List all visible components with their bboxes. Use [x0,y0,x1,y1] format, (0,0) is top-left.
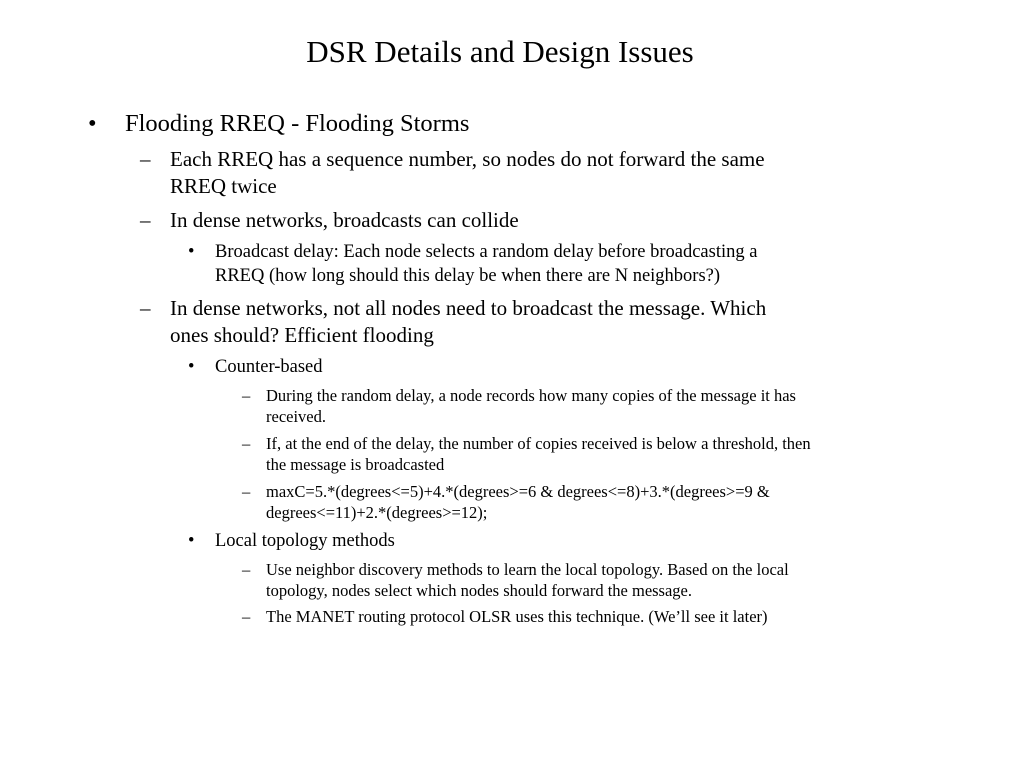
detail-maxc-line1: maxC=5.*(degrees<=5)+4.*(degrees>=6 & degrees<=8)+3.*(degrees>=9 & [266,482,770,501]
sub-sub-bullet-counter: Counter-based [215,357,323,377]
dash-marker: – [242,434,251,453]
detail-threshold-line2: the message is broadcasted [266,455,445,474]
dash-marker: – [242,607,251,626]
sub-bullet-sequence-line1: Each RREQ has a sequence number, so nodes do not forward the same [170,147,765,171]
bullet-marker: • [188,242,195,262]
sub-bullet-collide: In dense networks, broadcasts can collide [170,208,519,232]
slide-title: DSR Details and Design Issues [306,34,694,69]
sub-sub-bullet-local-topology: Local topology methods [215,531,395,551]
sub-bullet-efficient-line2: ones should? Efficient flooding [170,323,434,347]
detail-random-delay-line2: received. [266,407,326,426]
dash-marker: – [140,147,151,171]
sub-sub-bullet-delay-line2: RREQ (how long should this delay be when there are N neighbors?) [215,266,721,286]
sub-bullet-efficient-line1: In dense networks, not all nodes need to broadcast the message. Which [170,296,767,320]
dash-marker: – [140,208,151,232]
detail-neighbor-discovery-line1: Use neighbor discovery methods to learn the local topology. Based on the local [266,560,789,579]
bullet-marker: • [88,110,97,137]
dash-marker: – [242,386,251,405]
detail-random-delay-line1: During the random delay, a node records how many copies of the message it has [266,386,796,405]
dash-marker: – [242,482,251,501]
bullet-marker: • [188,357,195,377]
sub-sub-bullet-delay-line1: Broadcast delay: Each node selects a random delay before broadcasting a [215,242,758,262]
detail-maxc-line2: degrees<=11)+2.*(degrees>=12); [266,503,488,522]
dash-marker: – [242,560,251,579]
detail-olsr: The MANET routing protocol OLSR uses this technique. (We’ll see it later) [266,607,768,626]
dash-marker: – [140,296,151,320]
bullet-marker: • [188,531,195,551]
detail-neighbor-discovery-line2: topology, nodes select which nodes should forward the message. [266,581,693,600]
bullet-flooding-rreq: Flooding RREQ - Flooding Storms [125,110,470,137]
detail-threshold-line1: If, at the end of the delay, the number of copies received is below a threshold, then [266,434,811,453]
sub-bullet-sequence-line2: RREQ twice [170,174,277,198]
